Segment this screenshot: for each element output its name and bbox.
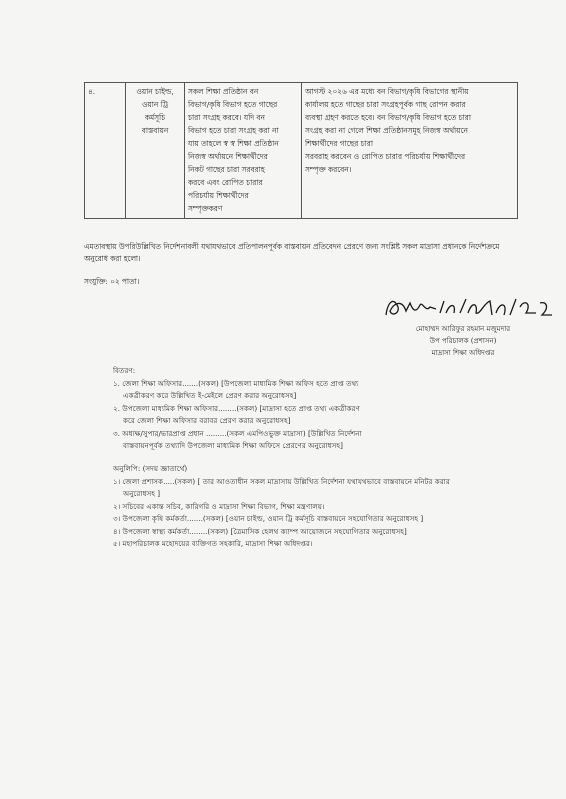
list-item: ৫। মহাপরিচালক মহোদয়ের ব্যক্তিগত সহকারি, মাদ্রাসা শিক্ষা অধিদপ্তর। [113, 539, 313, 549]
list-item-line: অনুরোধসহ ] [123, 489, 161, 499]
list-item-line: ২. উপজেলা মাধ্যমিক শিক্ষা অফিসার........(সকল) [মাদ্রাসা হতে প্রাপ্ত তথ্য একত্রীকরণ [113, 403, 360, 413]
activity-line: সম্পৃক্তকরণ [188, 204, 223, 213]
subject-line: বাস্তবায়ন [141, 126, 169, 135]
list-item [113, 403, 493, 428]
signatory-designation: উপ পরিচালক (প্রশাসন) [429, 337, 497, 345]
copy-title: অনুলিপি: (সদয় জ্ঞাতার্থে) [113, 464, 188, 473]
distribution-list [113, 378, 493, 452]
signatory-office: মাদ্রাসা শিক্ষা অধিদপ্তর [431, 349, 495, 357]
activity-line: যায় তাহলে স্ব স্ব শিক্ষা প্রতিষ্ঠান [188, 139, 279, 148]
enclosure-note: সংযুক্তি: ০২ পাতা। [84, 277, 140, 286]
serial-cell: ৪. [85, 83, 126, 219]
activity-line: করবে এবং রোপিত চারার [188, 178, 263, 187]
activity-line: বিভাগ/কৃষি বিভাগ হতে গাছের [188, 100, 278, 109]
handwritten-signature [380, 293, 560, 323]
list-item-line: বাস্তবায়নপূর্বক তথ্যাদি উপজেলা মাধ্যমিক শিক্ষা অফিসে প্রেরণের অনুরোধসহ] [123, 441, 343, 451]
action-line: সংগ্রহ করা না গেলে শিক্ষা প্রতিষ্ঠানসমূহ নিজস্ব অর্থায়নে [305, 126, 468, 135]
subject-line: ওয়ান চাইল্ড, [136, 87, 174, 96]
subject-cell [126, 83, 185, 219]
signatory-name: মোহাম্মদ আরিফুর রহমান মজুমদার [415, 325, 511, 333]
list-item [113, 378, 493, 403]
copy-list [113, 476, 513, 550]
action-cell [302, 83, 518, 219]
list-item-line: ১. জেলা শিক্ষা অফিসার.......(সকল) [উপজেলা মাধ্যমিক শিক্ষা অফিস হতে প্রাপ্ত তথ্য [113, 379, 359, 388]
list-item-line: একত্রীকরণ করে উল্লিখিত ই-মেইলে প্রেরণ করার অনুরোধসহ] [123, 391, 297, 401]
subject-line: ওয়ান ট্রি [141, 100, 169, 109]
action-line: সরবরাহ করবেন ও রোপিত চারার পরিচর্যায় শিক্ষার্থীদের [305, 152, 466, 161]
list-item-line: করে জেলা শিক্ষা অফিসার বরাবর প্রেরণ করার অনুরোধসহ] [123, 416, 291, 426]
list-item: ৪। উপজেলা স্বাস্থ্য কর্মকর্তা........(সকল) [ত্রৈমাসিক হেলথ ক্যাম্প আয়োজনে সহযোগিতার অনুরোধসহ] [113, 526, 407, 536]
action-line: কার্যালয় হতে গাছের চারা সংগ্রহপূর্বক গাছ রোপন করার [305, 100, 466, 109]
activity-line: সকল শিক্ষা প্রতিষ্ঠান বন [188, 87, 259, 96]
activity-line: চারা সংগ্রহ করবে। যদি বন [188, 113, 265, 122]
signature-block [398, 323, 528, 359]
activity-line: পরিচর্যায় শিক্ষার্থীদের [188, 191, 249, 200]
list-item [113, 476, 513, 501]
table-row [85, 83, 518, 219]
subject-line: কর্মসূচি [144, 113, 166, 122]
action-line: ব্যবস্থা গ্রহণ করতে হবে। বন বিভাগ/কৃষি বিভাগ হতে চারা [305, 113, 472, 122]
list-item: ৩। উপজেলা কৃষি কর্মকর্তা.......(সকল) [ওয়ান চাইল্ড, ওয়ান ট্রি কর্মসূচি বাস্তবায়নে সহযোগিতার অনুরোধসহ ] [113, 514, 424, 524]
list-item-line: ১। জেলা প্রশাসক.....(সকল) [ তার আওতাধীন সকল মাদ্রাসায় উল্লিখিত নির্দেশনা যথাযথভাবে বাস্তবায়নে মনিটর করার [113, 477, 450, 486]
action-line: সম্পৃক্ত করবেন। [305, 165, 352, 174]
activity-line: বিভাগ হতে চারা সংগ্রহ করা না [188, 126, 279, 135]
activities-cell [185, 83, 302, 219]
activity-line: নিকট গাছের চারা সরবরাহ [188, 165, 265, 174]
list-item: ২। সচিবের একান্ত সচিব, কারিগরি ও মাদ্রাসা শিক্ষা বিভাগ, শিক্ষা মন্ত্রণালয়। [113, 501, 325, 511]
action-line: আগস্ট ২০২৬ এর মধ্যে বন বিভাগ/কৃষি বিভাগের স্থানীয় [305, 87, 469, 96]
distribution-title: বিতরণ: [113, 366, 136, 375]
list-item-line: ৩. অধ্যক্ষ/সুপার/ভারপ্রাপ্ত প্রধান .........(সকল এমপিওভুক্ত মাদ্রাসা) [উল্লিখিত নির্দেশনা [113, 428, 362, 438]
activity-line: নিজস্ব অর্থায়নে শিক্ষার্থীদের [188, 152, 268, 161]
body-paragraph: এমতাবস্থায় উপরিউল্লিখিত নির্দেশনাবলী যথাযথভাবে প্রতিপালনপূর্বক বাস্তবায়ন প্রতিবেদন প্রেরণে জন্য সংশ্লিষ্ট সকল মাদ্রাসা প্রধানকে নির্দেশক্রমে অনুরোধ করা হলো। [84, 242, 500, 263]
activity-table [84, 82, 518, 219]
action-line: শিক্ষার্থীদের গাছের চারা [305, 139, 373, 148]
list-item [113, 428, 493, 453]
